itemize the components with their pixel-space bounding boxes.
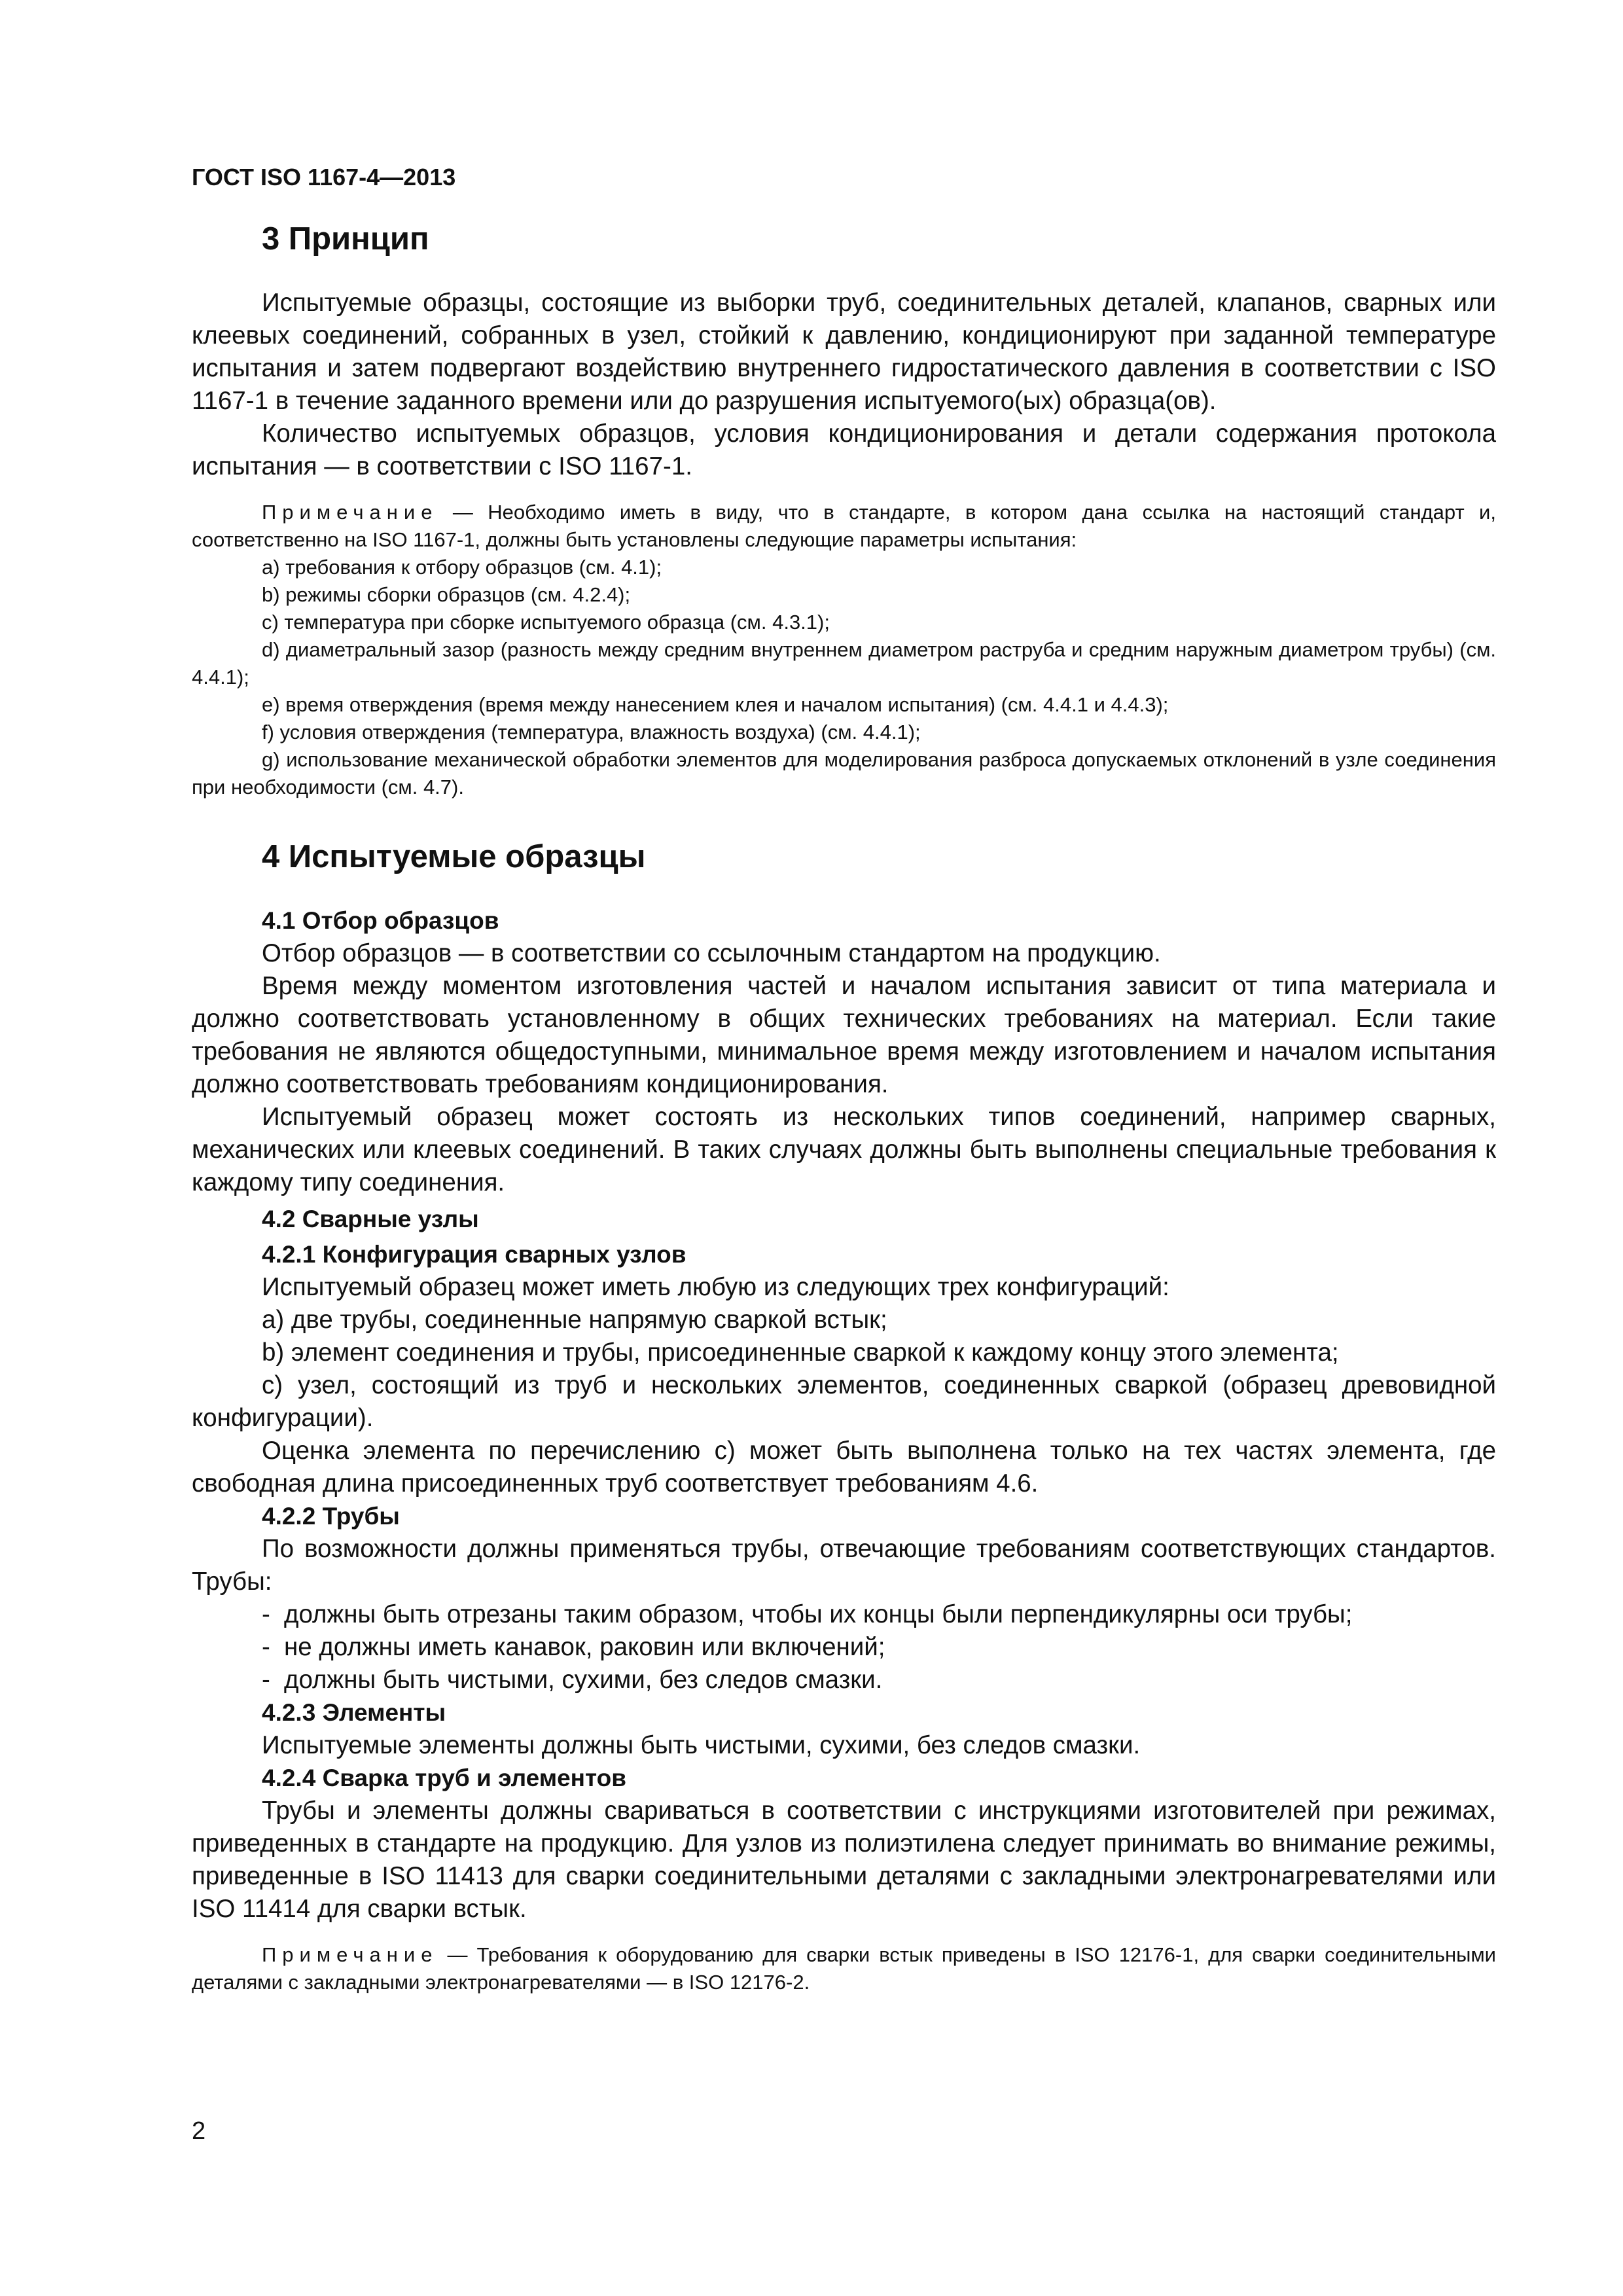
section-4-2-4-title: 4.2.4 Сварка труб и элементов <box>262 1765 626 1791</box>
dash-bullet: - <box>262 1600 270 1628</box>
pipe-requirement-item: - не должны иметь канавок, раковин или включений; <box>192 1631 1496 1664</box>
page-body <box>192 216 1496 1996</box>
document-header: ГОСТ ISO 1167-4—2013 <box>192 164 456 190</box>
note-text: — Требования к оборудованию для сварки встык приведены в ISO 12176-1, для сварки соединительными деталями с закладными электронагревателями — в ISO 12176-2. <box>192 1943 1496 1994</box>
config-list-item: b) элемент соединения и трубы, присоединенные сваркой к каждому концу этого элемента; <box>262 1338 1339 1367</box>
note-list-item: e) время отверждения (время между нанесением клея и началом испытания) (см. 4.4.1 и 4.4.3); <box>262 693 1169 716</box>
config-list-item: c) узел, состоящий из труб и нескольких элементов, соединенных сваркой (образец древовидной конфигурации). <box>192 1371 1496 1432</box>
note-list-item: b) режимы сборки образцов (см. 4.2.4); <box>262 583 631 606</box>
note <box>192 499 1496 554</box>
section-3-paragraph: Количество испытуемых образцов, условия кондиционирования и детали содержания протокола испытания — в соответствии с ISO 1167-1. <box>192 420 1496 480</box>
note-list-item: g) использование механической обработки элементов для моделирования разброса допускаемых отклонений в узле соединения при необходимости (см. 4.7). <box>192 748 1496 798</box>
note-label: Примечание <box>262 1943 438 1966</box>
pipe-requirement-item: - должны быть чистыми, сухими, без следов смазки. <box>192 1664 1496 1696</box>
note-list-item: a) требования к отбору образцов (см. 4.1); <box>262 556 662 579</box>
config-list-item: a) две трубы, соединенные напрямую сваркой встык; <box>262 1306 887 1334</box>
note <box>192 1941 1496 1996</box>
note-list-item: d) диаметральный зазор (разность между средним внутреннем диаметром раструба и средним наружным диаметром трубы) (см. 4.4.1); <box>192 638 1496 689</box>
section-3-paragraph: Испытуемые образцы, состоящие из выборки труб, соединительных деталей, клапанов, сварных или клеевых соединений, собранных в узел, стойкий к давлению, кондиционируют при заданной температуре испытания и затем подвергают воздействию внутреннего гидростатического давления в соответствии с ISO 1167-1 в течение заданного времени или до разрушения испытуемого(ых) образца(ов). <box>192 289 1496 415</box>
section-4-1-title: 4.1 Отбор образцов <box>262 907 499 934</box>
note-label: Примечание <box>262 501 438 524</box>
section-4-2-2-title: 4.2.2 Трубы <box>262 1503 400 1530</box>
section-4-2-4-paragraph: Трубы и элементы должны свариваться в соответствии с инструкциями изготовителей при режимах, приведенных в стандарте на продукцию. Для узлов из полиэтилена следует принимать во внимание режимы, приведенные в ISO 11413 для сварки соединительными деталями с закладными электронагревателями или ISO 11414 для сварки встык. <box>192 1797 1496 1923</box>
section-4-2-1-paragraph: Испытуемый образец может иметь любую из следующих трех конфигураций: <box>262 1273 1169 1301</box>
dash-bullet: - <box>262 1666 270 1694</box>
section-3-title: 3 Принцип <box>262 221 429 257</box>
section-4-1-paragraph: Отбор образцов — в соответствии со ссылочным стандартом на продукцию. <box>262 939 1161 967</box>
note-list-item: f) условия отверждения (температура, влажность воздуха) (см. 4.4.1); <box>262 721 921 744</box>
pipe-requirement-item: - должны быть отрезаны таким образом, чтобы их концы были перпендикулярны оси трубы; <box>192 1598 1496 1631</box>
note-list-item: c) температура при сборке испытуемого образца (см. 4.3.1); <box>262 611 830 634</box>
section-4-title: 4 Испытуемые образцы <box>262 839 646 874</box>
page-number: 2 <box>192 2117 206 2145</box>
section-4-1-paragraph: Испытуемый образец может состоять из нескольких типов соединений, например сварных, механических или клеевых соединений. В таких случаях должны быть выполнены специальные требования к каждому типу соединения. <box>192 1103 1496 1196</box>
section-4-2-3-paragraph: Испытуемые элементы должны быть чистыми, сухими, без следов смазки. <box>262 1731 1141 1759</box>
section-4-2-2-paragraph: По возможности должны применяться трубы, отвечающие требованиям соответствующих стандартов. Трубы: <box>192 1535 1496 1596</box>
section-4-2-1-title: 4.2.1 Конфигурация сварных узлов <box>262 1241 687 1268</box>
dash-bullet: - <box>262 1633 270 1661</box>
section-4-2-title: 4.2 Сварные узлы <box>262 1206 479 1232</box>
note-text: — Необходимо иметь в виду, что в стандарте, в котором дана ссылка на настоящий стандарт и, соответственно на ISO 1167-1, должны быть установлены следующие параметры испытания: <box>192 501 1496 551</box>
section-4-2-3-title: 4.2.3 Элементы <box>262 1699 446 1726</box>
section-4-2-1-paragraph: Оценка элемента по перечислению c) может быть выполнена только на тех частях элемента, где свободная длина присоединенных труб соответствует требованиям 4.6. <box>192 1437 1496 1498</box>
section-4-1-paragraph: Время между моментом изготовления частей и началом испытания зависит от типа материала и должно соответствовать установленному в общих технических требованиях на материал. Если такие требования не являются общедоступными, минимальное время между изготовлением и началом испытания должно соответствовать требованиям кондиционирования. <box>192 972 1496 1098</box>
